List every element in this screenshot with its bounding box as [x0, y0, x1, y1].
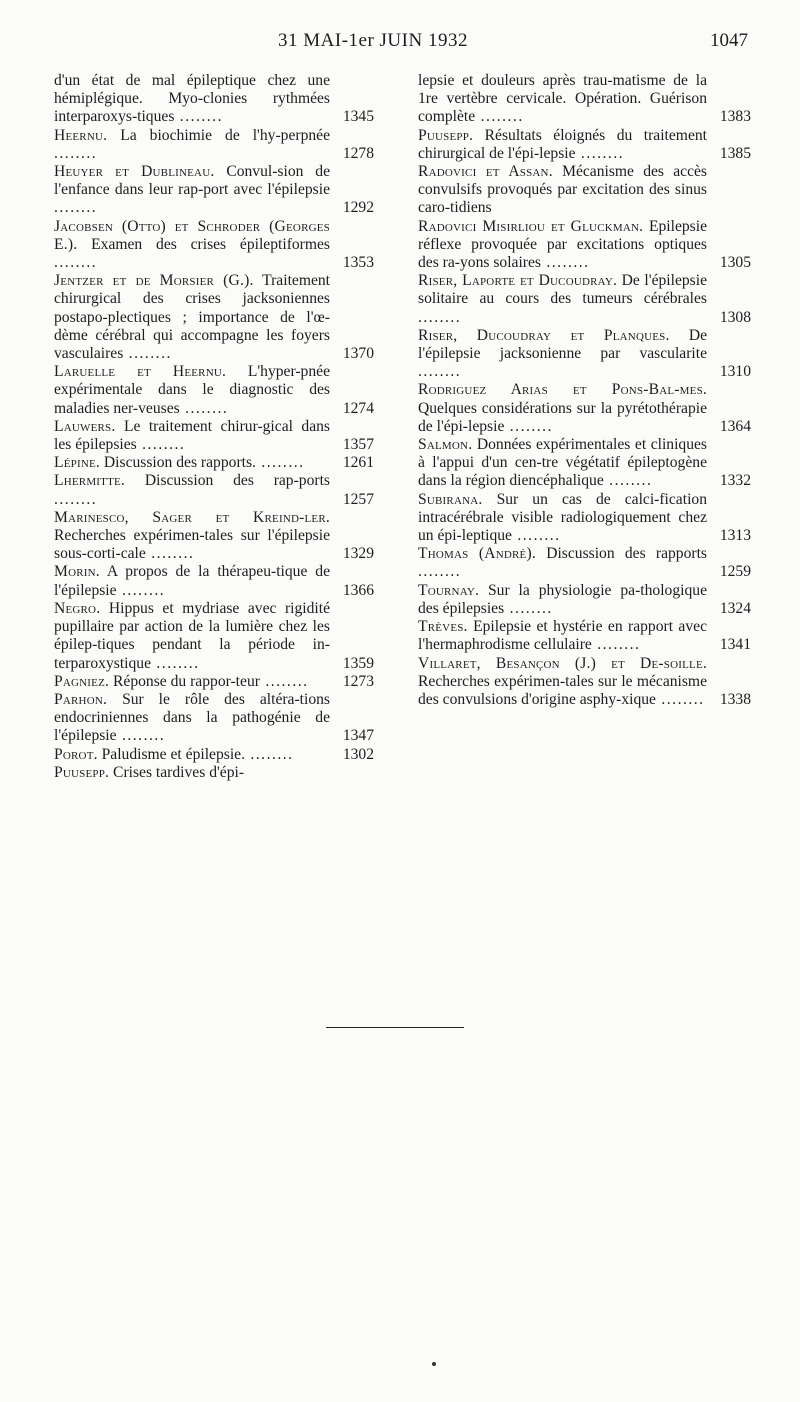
index-entry-body: [54, 218, 374, 273]
index-entry-body: [418, 72, 751, 127]
dot-leader: ........: [511, 527, 561, 545]
index-entry: [54, 472, 374, 508]
index-entry-body: [54, 363, 374, 418]
index-entry-body: [418, 436, 751, 491]
index-entry-body: [418, 327, 751, 382]
dot-leader: ........: [418, 308, 462, 326]
index-entry-page: 1278: [342, 144, 374, 162]
index-entry-body: [418, 127, 751, 163]
index-entry: [418, 327, 751, 382]
page-header: [0, 30, 800, 54]
index-entry-title: Hippus et mydriase avec rigidité pupillaire par action de la lumière chez les épilep-tiques pendant la période in-terparoxystique: [54, 599, 330, 672]
dot-leader: ........: [540, 254, 590, 272]
index-entry-page: 1324: [719, 599, 751, 617]
index-entry-author: Rodriguez Arias et Pons-Bal-mes.: [418, 381, 707, 399]
index-entry: [418, 545, 751, 581]
index-entry-title: De l'épilepsie jacksonienne par vascularite: [418, 326, 707, 363]
index-entry-author: Salmon.: [418, 436, 473, 454]
index-entry-page: 1308: [719, 308, 751, 326]
index-entry-page: 1332: [719, 472, 751, 490]
dot-leader: ........: [116, 727, 166, 745]
index-entry-title: La biochimie de l'hy-perpnée: [120, 126, 330, 144]
dot-leader: ........: [575, 144, 625, 162]
index-entry: [418, 582, 751, 618]
index-entry-author: Lhermitte.: [54, 472, 126, 490]
index-entry-body: [418, 272, 751, 327]
index-entry-title: d'un état de mal épileptique chez une hémiplégique. Myo-clonies rythmées interparoxys-tiques: [54, 72, 330, 126]
index-entry: [54, 746, 374, 764]
index-column-left: [54, 72, 374, 782]
index-entry: [54, 127, 374, 163]
index-entry-body: [54, 163, 374, 218]
index-entry-title: L'hyper-pnée expérimentale dans le diagnostic des maladies ner-veuses: [54, 363, 330, 417]
index-entry-author: Puusepp.: [54, 763, 110, 781]
index-entry-author: Pagniez.: [54, 672, 110, 690]
index-entry: [418, 72, 751, 127]
index-entry-body: [418, 491, 751, 546]
index-entry: [418, 618, 751, 654]
dot-leader: ........: [123, 345, 172, 363]
index-entry-page: 1310: [719, 363, 751, 381]
index-entry-title: Données expérimentales et cliniques à l'appui d'un cen-tre végétatif épileptogène dans la région diencéphalique: [418, 436, 707, 490]
index-entry-title: Quelques considérations sur la pyrétothérapie de l'épi-lepsie: [418, 399, 707, 435]
index-entry-title: Le traitement chirur-gical dans les épilepsies: [54, 417, 330, 454]
section-divider: [326, 1027, 464, 1028]
index-entry-page: 1353: [342, 254, 374, 272]
index-entry-author: Radovici Misirliou et Gluckman.: [418, 217, 644, 235]
index-entry-body: [418, 218, 751, 273]
index-entry-author: Lépine.: [54, 454, 100, 472]
index-entry-title: lepsie et douleurs après trau-matisme de la 1re vertèbre cervicale. Opération. Guérison complète: [418, 72, 707, 126]
index-entry-author: Puusepp.: [418, 126, 474, 144]
index-entry-page: 1273: [342, 672, 374, 690]
index-entry-author: Radovici et Assan.: [418, 163, 553, 181]
index-entry-author: Tournay.: [418, 581, 480, 599]
index-entry: [54, 691, 374, 746]
index-entry-author: Marinesco, Sager et Kreind-ler.: [54, 508, 330, 526]
index-entry-body: [54, 418, 374, 454]
index-entry-page: 1383: [719, 108, 751, 126]
index-entry-page: 1385: [719, 144, 751, 162]
header-date: 31 MAI-1er JUIN 1932: [278, 30, 468, 51]
index-entry-body: [418, 545, 751, 581]
index-entry-author: Trèves.: [418, 618, 468, 636]
index-entry-page: 1292: [342, 199, 374, 217]
index-entry-page: 1345: [342, 108, 374, 126]
index-entry-title: Crises tardives d'épi-: [113, 763, 245, 781]
index-entry-body: [418, 381, 751, 436]
index-entry: [54, 163, 374, 218]
index-entry-author: Heuyer et Dublineau.: [54, 163, 215, 181]
index-entry-page: 1341: [719, 636, 751, 654]
index-entry-title: Examen des crises épileptiformes: [91, 235, 330, 253]
index-entry-page: 1347: [342, 727, 374, 745]
dot-leader: ........: [174, 108, 223, 126]
index-entry-author: Thomas (André).: [418, 545, 536, 563]
dot-leader: ........: [655, 690, 705, 708]
index-entry-page: 1257: [342, 490, 374, 508]
index-entry-title: Résultats éloignés du traitement chirurgical de l'épi-lepsie: [418, 126, 707, 162]
index-entry: [418, 272, 751, 327]
index-entry-author: Jacobsen (Otto) et Schroder (Georges E.).: [54, 217, 330, 253]
index-entry-title: Discussion des rapports.: [103, 454, 256, 472]
index-entry-body: [54, 472, 374, 508]
dot-leader: ........: [603, 472, 653, 490]
index-entry-title: Discussion des rap-ports: [144, 472, 330, 490]
index-entry: [54, 418, 374, 454]
index-entry-author: Lauwers.: [54, 417, 116, 435]
index-entry-page: 1359: [342, 654, 374, 672]
dot-leader: ........: [418, 563, 462, 581]
index-entry: [54, 600, 374, 673]
index-entry-body: [54, 600, 374, 673]
index-entry-body: [418, 163, 751, 218]
index-entry-author: Subirana.: [418, 490, 483, 508]
index-entry-author: Riser, Ducoudray et Planques.: [418, 326, 670, 344]
index-entry-title: Epilepsie et hystérie en rapport avec l'hermaphrodisme cellulaire: [418, 618, 707, 654]
index-column-right: [418, 72, 751, 709]
index-entry-author: Heernu.: [54, 126, 108, 144]
index-entry-page: 1338: [719, 690, 751, 708]
dot-leader: ........: [54, 254, 98, 272]
index-entry-title: Recherches expérimen-tales sur l'épilepsie sous-corti-cale: [54, 527, 330, 563]
index-entry: [54, 563, 374, 599]
dot-leader: ........: [136, 436, 186, 454]
index-entry-page: 1366: [342, 581, 374, 599]
index-entry: [54, 218, 374, 273]
index-entry: [418, 381, 751, 436]
index-entry-title: A propos de la thérapeu-tique de l'épilepsie: [54, 563, 330, 599]
index-entry-title: Sur un cas de calci-fication intracérébrale visible radiologiquement chez un épi-leptique: [418, 490, 707, 545]
index-entry-title: Sur la physiologie pa-thologique des épilepsies: [418, 581, 707, 617]
dot-leader: ........: [504, 599, 553, 617]
dot-leader: ........: [418, 363, 462, 381]
index-entry-body: [54, 272, 374, 363]
index-entry-title: Traitement chirurgical des crises jacksoniennes postapo-plectiques ; importance de l'œ-dème cérébral qui accompagne les foyers vasculaires: [54, 272, 330, 363]
dot-leader: ........: [504, 417, 553, 435]
dot-leader: ........: [179, 399, 229, 417]
index-entry-author: Negro.: [54, 599, 101, 617]
index-entry-body: [54, 746, 374, 764]
index-entry-page: 1305: [719, 254, 751, 272]
index-entry: [54, 454, 374, 472]
dot-leader: ........: [54, 199, 98, 217]
dot-leader: ........: [145, 545, 195, 563]
index-entry-page: 1261: [342, 454, 374, 472]
index-entry-body: [54, 673, 374, 691]
index-entry-body: [54, 72, 374, 127]
index-entry-author: Jentzer et de Morsier (G.).: [54, 272, 254, 290]
index-entry-body: [54, 454, 374, 472]
page-mark: [432, 1362, 436, 1366]
index-entry-title: De l'épilepsie solitaire au cours des tumeurs cérébrales: [418, 272, 707, 308]
index-entry-author: Riser, Laporte et Ducoudray.: [418, 272, 618, 290]
index-entry-body: [54, 764, 374, 782]
index-entry-title: Recherches expérimen-tales sur le mécanisme des convulsions d'origine asphy-xique: [418, 672, 707, 708]
index-entry-body: [54, 127, 374, 163]
index-entry-page: 1357: [342, 436, 374, 454]
index-entry-page: 1313: [719, 527, 751, 545]
index-entry-page: 1274: [342, 399, 374, 417]
dot-leader: ........: [259, 672, 309, 690]
index-entry-title: Epilepsie réflexe provoquée par excitations optiques des ra-yons solaires: [418, 217, 707, 272]
index-entry-page: 1370: [342, 345, 374, 363]
dot-leader: ........: [475, 108, 524, 126]
dot-leader: ........: [255, 454, 305, 472]
index-entry-title: Discussion des rapports: [546, 545, 707, 563]
index-entry-body: [54, 509, 374, 564]
dot-leader: ........: [116, 581, 166, 599]
index-entry: [54, 272, 374, 363]
index-entry: [54, 764, 374, 782]
index-entry-page: 1329: [342, 545, 374, 563]
index-entry: [54, 363, 374, 418]
index-entry: [418, 655, 751, 710]
index-entry-author: Porot.: [54, 745, 98, 763]
index-entry-title: Réponse du rappor-teur: [113, 672, 260, 690]
index-entry-title: Paludisme et épilepsie.: [101, 745, 245, 763]
index-entry-title: Mécanisme des accès convulsifs provoqués par excitation des sinus caro-tidiens: [418, 163, 707, 217]
dot-leader: ........: [591, 636, 641, 654]
index-entry-title: Sur le rôle des altéra-tions endocriniennes dans la pathogénie de l'épilepsie: [54, 690, 330, 745]
index-entry-author: Villaret, Besançon (J.) et De-soille.: [418, 654, 707, 672]
index-entry: [418, 491, 751, 546]
index-entry-title: Convul-sion de l'enfance dans leur rap-port avec l'épilepsie: [54, 163, 330, 199]
index-entry-body: [418, 655, 751, 710]
dot-leader: ........: [54, 490, 98, 508]
index-entry: [418, 127, 751, 163]
dot-leader: ........: [54, 144, 98, 162]
index-entry-page: 1302: [342, 745, 374, 763]
index-entry-author: Parhon.: [54, 690, 108, 708]
index-entry: [418, 218, 751, 273]
index-entry-body: [418, 618, 751, 654]
index-entry-body: [54, 563, 374, 599]
index-entry: [54, 72, 374, 127]
index-entry-body: [54, 691, 374, 746]
index-entry-page: 1259: [719, 563, 751, 581]
index-entry-author: Laruelle et Heernu.: [54, 363, 227, 381]
index-entry: [418, 163, 751, 218]
index-entry: [54, 509, 374, 564]
index-entry-page: 1364: [719, 417, 751, 435]
dot-leader: ........: [151, 654, 200, 672]
index-entry: [418, 436, 751, 491]
index-entry-author: Morin.: [54, 563, 100, 581]
index-entry: [54, 673, 374, 691]
index-entry-body: [418, 582, 751, 618]
dot-leader: ........: [244, 745, 294, 763]
header-page-number: 1047: [710, 30, 748, 51]
